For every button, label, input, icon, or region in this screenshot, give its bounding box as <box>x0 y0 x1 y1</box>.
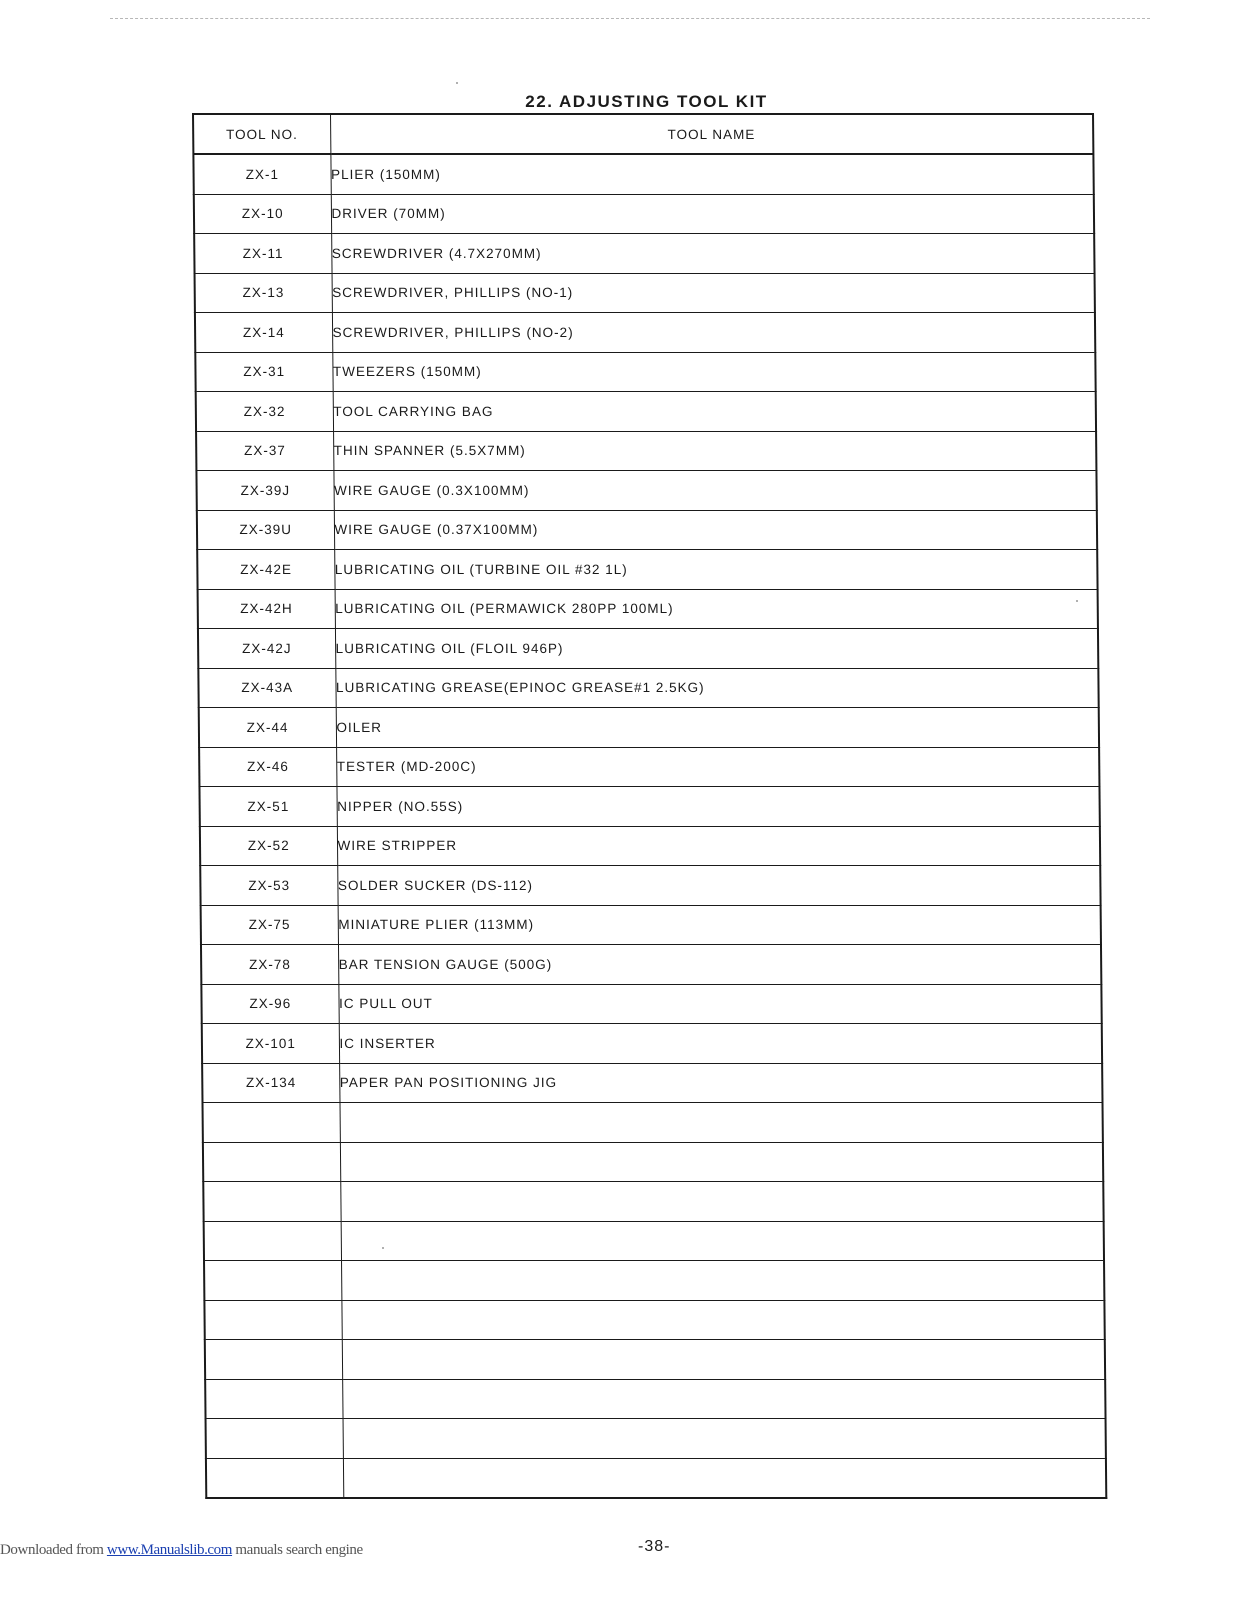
table-row <box>203 1142 1103 1182</box>
manualslib-link[interactable]: www.Manualslib.com <box>106 1542 233 1558</box>
tool-number-cell <box>204 1300 341 1340</box>
tool-number-cell <box>206 1458 343 1498</box>
table-row <box>196 471 1096 511</box>
tool-name-cell: SCREWDRIVER, PHILLIPS (NO-2) <box>332 313 1095 353</box>
scan-header-dashes <box>110 18 1150 23</box>
table-row <box>201 905 1101 945</box>
tool-name-cell: SCREWDRIVER (4.7X270MM) <box>331 234 1094 274</box>
tool-name-cell <box>341 1261 1104 1301</box>
tool-number-cell: ZX-51 <box>199 787 336 827</box>
tool-name-cell: TESTER (MD-200C) <box>336 747 1099 787</box>
tool-name-cell <box>340 1182 1103 1222</box>
table-row <box>200 826 1100 866</box>
table-row <box>205 1340 1105 1380</box>
table-row <box>199 787 1099 827</box>
scan-speck <box>1076 600 1078 602</box>
tool-name-cell: SOLDER SUCKER (DS-112) <box>337 866 1100 906</box>
table-row <box>197 510 1097 550</box>
table-row <box>193 154 1093 194</box>
tool-number-cell: ZX-32 <box>196 392 333 432</box>
tool-number-cell: ZX-13 <box>195 273 332 313</box>
tool-number-cell <box>203 1182 340 1222</box>
table-row <box>198 629 1098 669</box>
tool-name-cell: IC INSERTER <box>339 1024 1102 1064</box>
footer-prefix: Downloaded from <box>0 1542 107 1558</box>
tool-number-cell: ZX-44 <box>199 708 336 748</box>
table-row <box>196 392 1096 432</box>
table-row <box>206 1419 1106 1459</box>
tool-name-cell: WIRE GAUGE (0.37X100MM) <box>334 510 1097 550</box>
tool-number-cell: ZX-42J <box>198 629 335 669</box>
table-row <box>194 234 1094 274</box>
column-header-tool-no: TOOL NO. <box>193 114 330 154</box>
tool-name-cell: LUBRICATING OIL (TURBINE OIL #32 1L) <box>334 550 1097 590</box>
table-row <box>202 1103 1102 1143</box>
tool-name-cell: WIRE STRIPPER <box>337 826 1100 866</box>
table-row <box>201 984 1101 1024</box>
tool-name-cell <box>342 1379 1105 1419</box>
tool-number-cell: ZX-31 <box>195 352 332 392</box>
table-row <box>199 708 1099 748</box>
tool-name-cell: MINIATURE PLIER (113MM) <box>338 905 1101 945</box>
tool-number-cell: ZX-52 <box>200 826 337 866</box>
table-row <box>205 1379 1105 1419</box>
tool-number-cell: ZX-134 <box>202 1063 339 1103</box>
tool-name-cell <box>343 1419 1106 1459</box>
tool-number-cell: ZX-14 <box>195 313 332 353</box>
tool-number-cell <box>204 1261 341 1301</box>
table-row <box>199 747 1099 787</box>
tool-name-cell <box>341 1300 1104 1340</box>
table-row <box>206 1458 1106 1498</box>
tool-name-cell: TOOL CARRYING BAG <box>333 392 1096 432</box>
table-row <box>195 313 1095 353</box>
table-row <box>202 1024 1102 1064</box>
tool-number-cell: ZX-43A <box>198 668 335 708</box>
table-row <box>197 550 1097 590</box>
tool-name-cell: THIN SPANNER (5.5X7MM) <box>333 431 1096 471</box>
footer-suffix: manuals search engine <box>232 1542 363 1558</box>
tool-number-cell <box>203 1142 340 1182</box>
tool-number-cell <box>206 1419 343 1459</box>
tool-number-cell: ZX-37 <box>196 431 333 471</box>
tool-number-cell: ZX-46 <box>199 747 336 787</box>
tool-table-container <box>192 113 1107 1499</box>
table-body <box>193 154 1106 1498</box>
table-row <box>194 194 1094 234</box>
tool-name-cell: SCREWDRIVER, PHILLIPS (NO-1) <box>332 273 1095 313</box>
scan-speck <box>382 1247 384 1249</box>
table-row <box>196 431 1096 471</box>
table-row <box>203 1182 1103 1222</box>
table-row <box>195 273 1095 313</box>
table-row <box>204 1221 1104 1261</box>
download-footer <box>0 1542 363 1559</box>
tool-name-cell: TWEEZERS (150MM) <box>332 352 1095 392</box>
tool-number-cell: ZX-78 <box>201 945 338 985</box>
scan-speck <box>456 82 458 84</box>
column-header-tool-name: TOOL NAME <box>330 114 1093 154</box>
tool-number-cell: ZX-42H <box>198 589 335 629</box>
tool-number-cell: ZX-10 <box>194 194 331 234</box>
table-row <box>200 866 1100 906</box>
tool-number-cell: ZX-96 <box>201 984 338 1024</box>
tool-name-cell: BAR TENSION GAUGE (500G) <box>338 945 1101 985</box>
table-row <box>195 352 1095 392</box>
tool-name-cell: DRIVER (70MM) <box>331 194 1094 234</box>
tool-number-cell: ZX-11 <box>194 234 331 274</box>
tool-number-cell: ZX-53 <box>200 866 337 906</box>
tool-table <box>192 113 1107 1499</box>
tool-number-cell <box>205 1340 342 1380</box>
tool-name-cell: IC PULL OUT <box>338 984 1101 1024</box>
tool-name-cell: WIRE GAUGE (0.3X100MM) <box>333 471 1096 511</box>
tool-name-cell <box>341 1221 1104 1261</box>
page-title: 22. ADJUSTING TOOL KIT <box>525 92 768 111</box>
table-row <box>198 589 1098 629</box>
tool-number-cell: ZX-1 <box>193 154 330 194</box>
tool-name-cell <box>340 1142 1103 1182</box>
tool-number-cell <box>205 1379 342 1419</box>
tool-number-cell <box>204 1221 341 1261</box>
tool-name-cell: LUBRICATING GREASE(EPINOC GREASE#1 2.5KG) <box>335 668 1098 708</box>
tool-name-cell: PAPER PAN POSITIONING JIG <box>339 1063 1102 1103</box>
tool-number-cell: ZX-39J <box>196 471 333 511</box>
table-header-row <box>193 114 1093 154</box>
table-row <box>202 1063 1102 1103</box>
table-row <box>204 1300 1104 1340</box>
tool-number-cell: ZX-39U <box>197 510 334 550</box>
tool-name-cell: OILER <box>336 708 1099 748</box>
tool-name-cell: PLIER (150MM) <box>330 154 1093 194</box>
table-row <box>201 945 1101 985</box>
tool-number-cell: ZX-75 <box>201 905 338 945</box>
tool-name-cell <box>343 1458 1106 1498</box>
tool-name-cell <box>342 1340 1105 1380</box>
tool-number-cell <box>202 1103 339 1143</box>
table-row <box>204 1261 1104 1301</box>
page-number: -38- <box>638 1538 671 1555</box>
tool-name-cell: LUBRICATING OIL (PERMAWICK 280PP 100ML) <box>335 589 1098 629</box>
tool-number-cell: ZX-101 <box>202 1024 339 1064</box>
tool-name-cell: NIPPER (NO.55S) <box>336 787 1099 827</box>
tool-name-cell: LUBRICATING OIL (FLOIL 946P) <box>335 629 1098 669</box>
table-row <box>198 668 1098 708</box>
tool-number-cell: ZX-42E <box>197 550 334 590</box>
tool-name-cell <box>339 1103 1102 1143</box>
